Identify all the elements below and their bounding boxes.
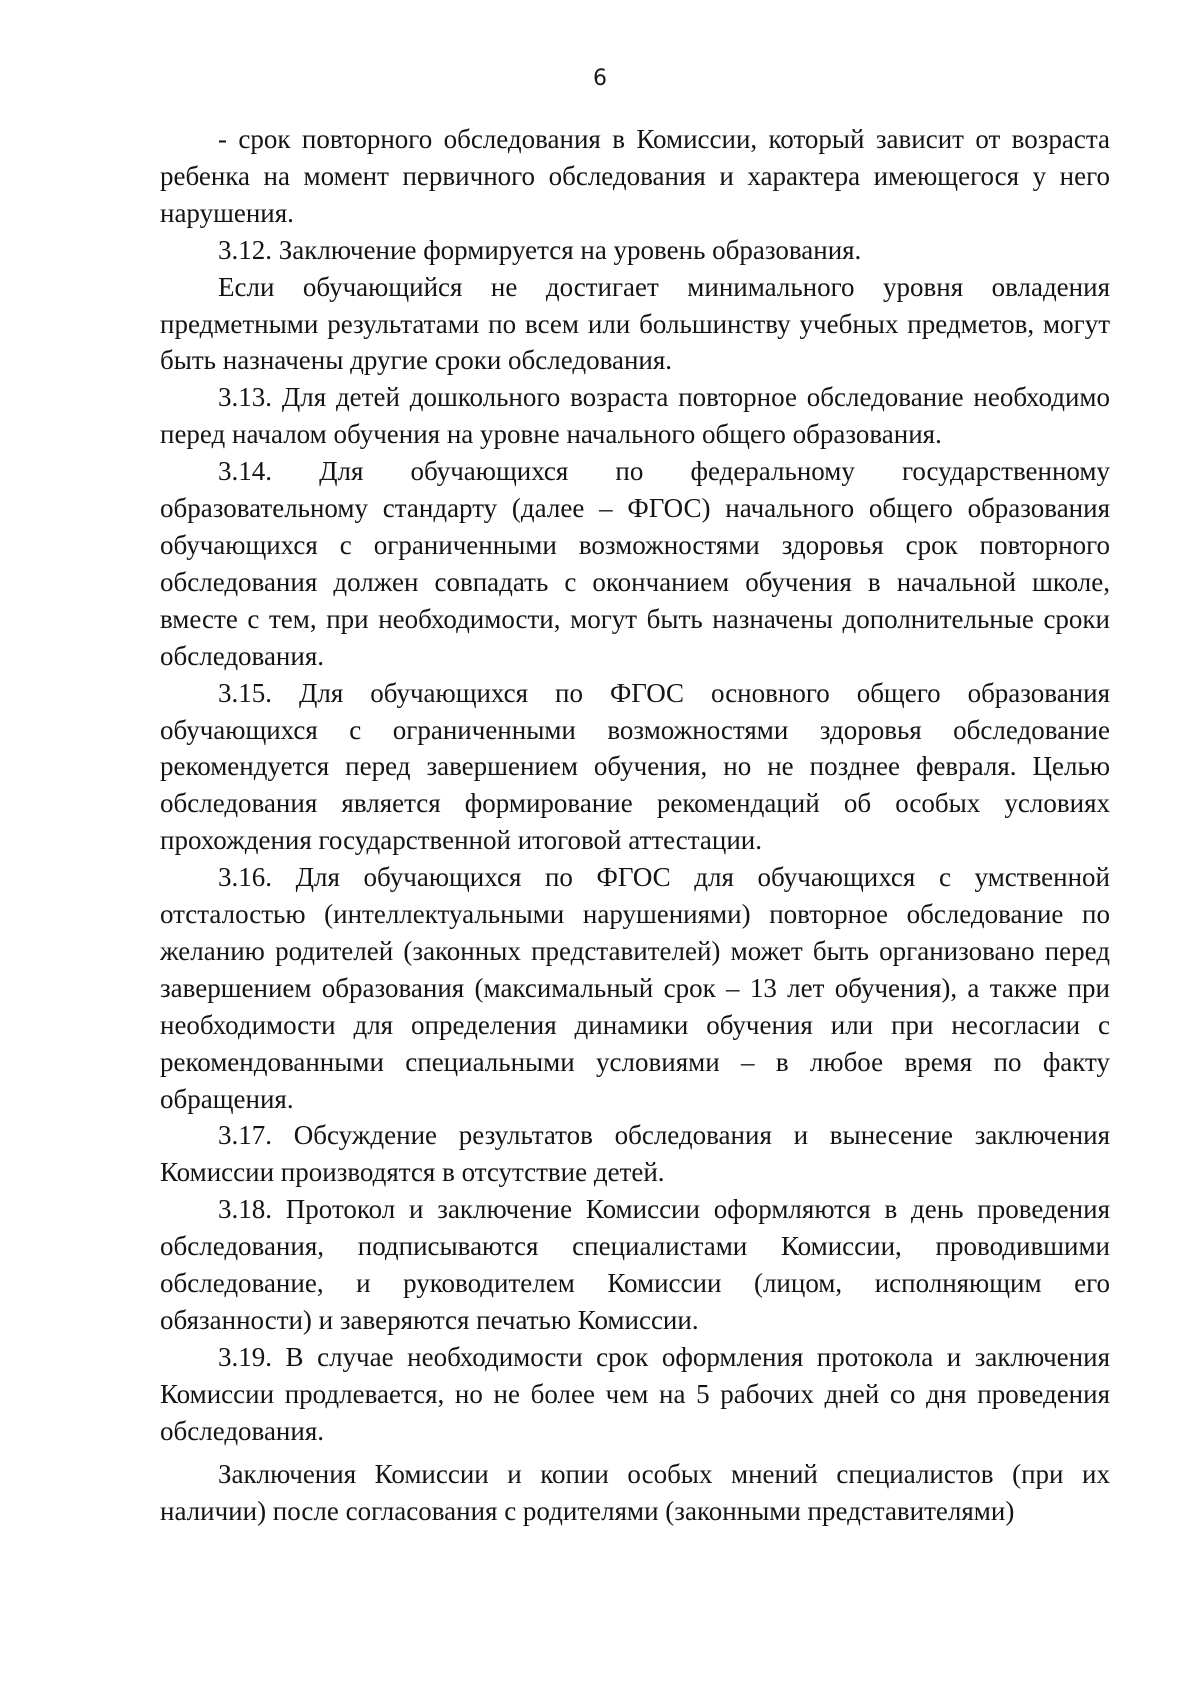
paragraph-conclusions-copies: Заключения Комиссии и копии особых мнений специалистов (при их наличии) после согласования с родителями (законными представителями): [160, 1458, 1110, 1526]
paragraph-3-18: 3.18. Протокол и заключение Комиссии оформляются в день проведения обследования, подписываются специалистами Комиссии, проводившими обследование, и руководителем Комиссии (лицом, исполняющим его обязанности) и заверяются печатью Комиссии.: [160, 1194, 1110, 1335]
paragraph-3-15: 3.15. Для обучающихся по ФГОС основного общего образования обучающихся с ограниченными возможностями здоровья обследование рекомендуется перед завершением обучения, но не позднее февраля. Целью обследования является формирование рекомендаций об особых условиях прохождения государственной итоговой аттестации.: [160, 677, 1110, 856]
document-body: [160, 121, 1110, 1529]
paragraph-3-12: 3.12. Заключение формируется на уровень образования.: [218, 234, 862, 265]
paragraph-3-16: 3.16. Для обучающихся по ФГОС для обучающихся с умственной отсталостью (интеллектуальными нарушениями) повторное обследование по желанию родителей (законных представителей) может быть организовано перед завершением образования (максимальный срок – 13 лет обучения), а также при необходимости для определения динамики обучения или при несогласии с рекомендованными специальными условиями – в любое время по факту обращения.: [160, 862, 1110, 1114]
paragraph-3-19: 3.19. В случае необходимости срок оформления протокола и заключения Комиссии продлевается, но не более чем на 5 рабочих дней со дня проведения обследования.: [160, 1341, 1110, 1446]
paragraph-3-13: 3.13. Для детей дошкольного возраста повторное обследование необходимо перед началом обучения на уровне начального общего образования.: [160, 382, 1110, 450]
paragraph-3-17: 3.17. Обсуждение результатов обследования и вынесение заключения Комиссии производятся в отсутствие детей.: [160, 1120, 1110, 1188]
page-number: 6: [593, 66, 607, 91]
paragraph-repeat-exam-term: - срок повторного обследования в Комиссии, который зависит от возраста ребенка на момент первичного обследования и характера имеющегося у него нарушения.: [160, 124, 1110, 228]
paragraph-3-12-note: Если обучающийся не достигает минимального уровня овладения предметными результатами по всем или большинству учебных предметов, могут быть назначены другие сроки обследования.: [160, 271, 1110, 376]
paragraph-3-14: 3.14. Для обучающихся по федеральному государственному образовательному стандарту (далее – ФГОС) начального общего образования обучающихся с ограниченными возможностями здоровья срок повторного обследования должен совпадать с окончанием обучения в начальной школе, вместе с тем, при необходимости, могут быть назначены дополнительные сроки обследования.: [160, 456, 1110, 671]
